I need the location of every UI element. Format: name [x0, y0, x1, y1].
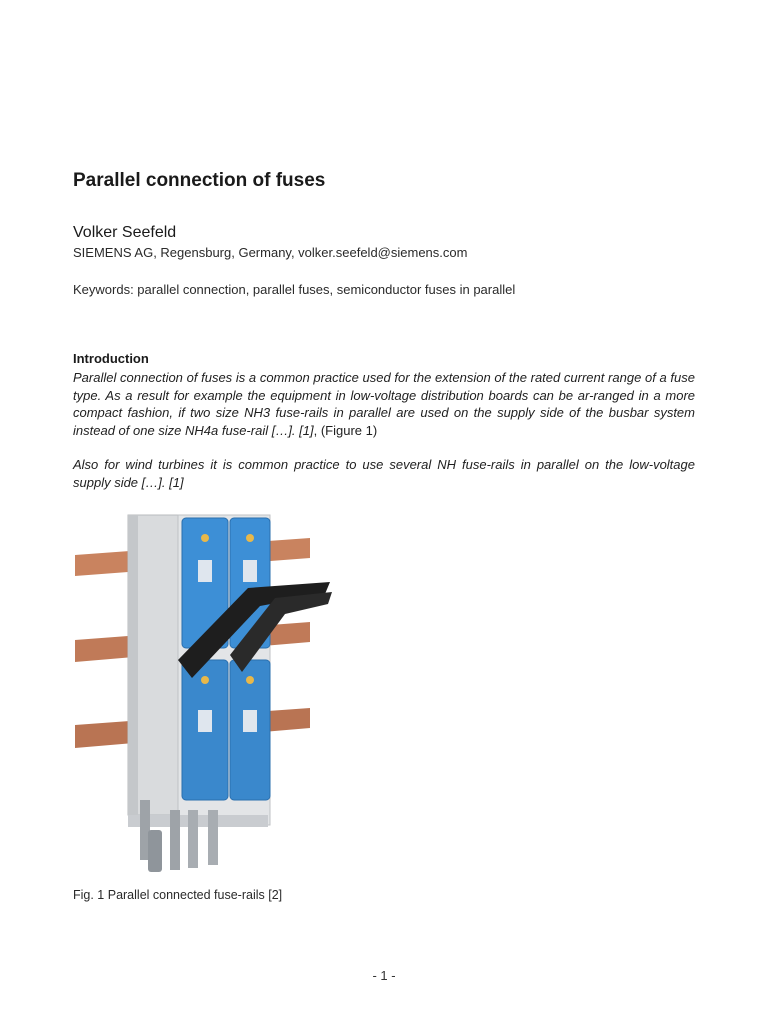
intro-paragraph-2-text: Also for wind turbines it is common practice to use several NH fuse-rails in parallel on the low-voltage supply side […]. [1] [73, 457, 695, 490]
fuse-rails-photo [70, 510, 340, 885]
section-heading-introduction: Introduction [73, 351, 149, 366]
paper-title: Parallel connection of fuses [73, 170, 326, 191]
intro-paragraph-1-text: Parallel connection of fuses is a common practice used for the extension of the rated current range of a fuse type. As a result for example the equipment in low-voltage distribution boards can be ar-ranged in a more compact fashion, if two size NH3 fuse-rails in parallel are used on the supply side of the busbar system instead of one size NH4a fuse-rail […]. [1] [73, 370, 695, 438]
intro-paragraph-2 [73, 456, 695, 491]
keywords-line: Keywords: parallel connection, parallel fuses, semiconductor fuses in parallel [73, 282, 516, 297]
page-number: - 1 - [372, 968, 396, 983]
figure-caption: Fig. 1 Parallel connected fuse-rails [2] [73, 888, 283, 902]
author-affiliation: SIEMENS AG, Regensburg, Germany, volker.seefeld@siemens.com [73, 245, 468, 260]
author-name: Volker Seefeld [73, 224, 177, 241]
figure-reference: , (Figure 1) [313, 422, 378, 438]
intro-paragraph-1 [73, 369, 695, 439]
